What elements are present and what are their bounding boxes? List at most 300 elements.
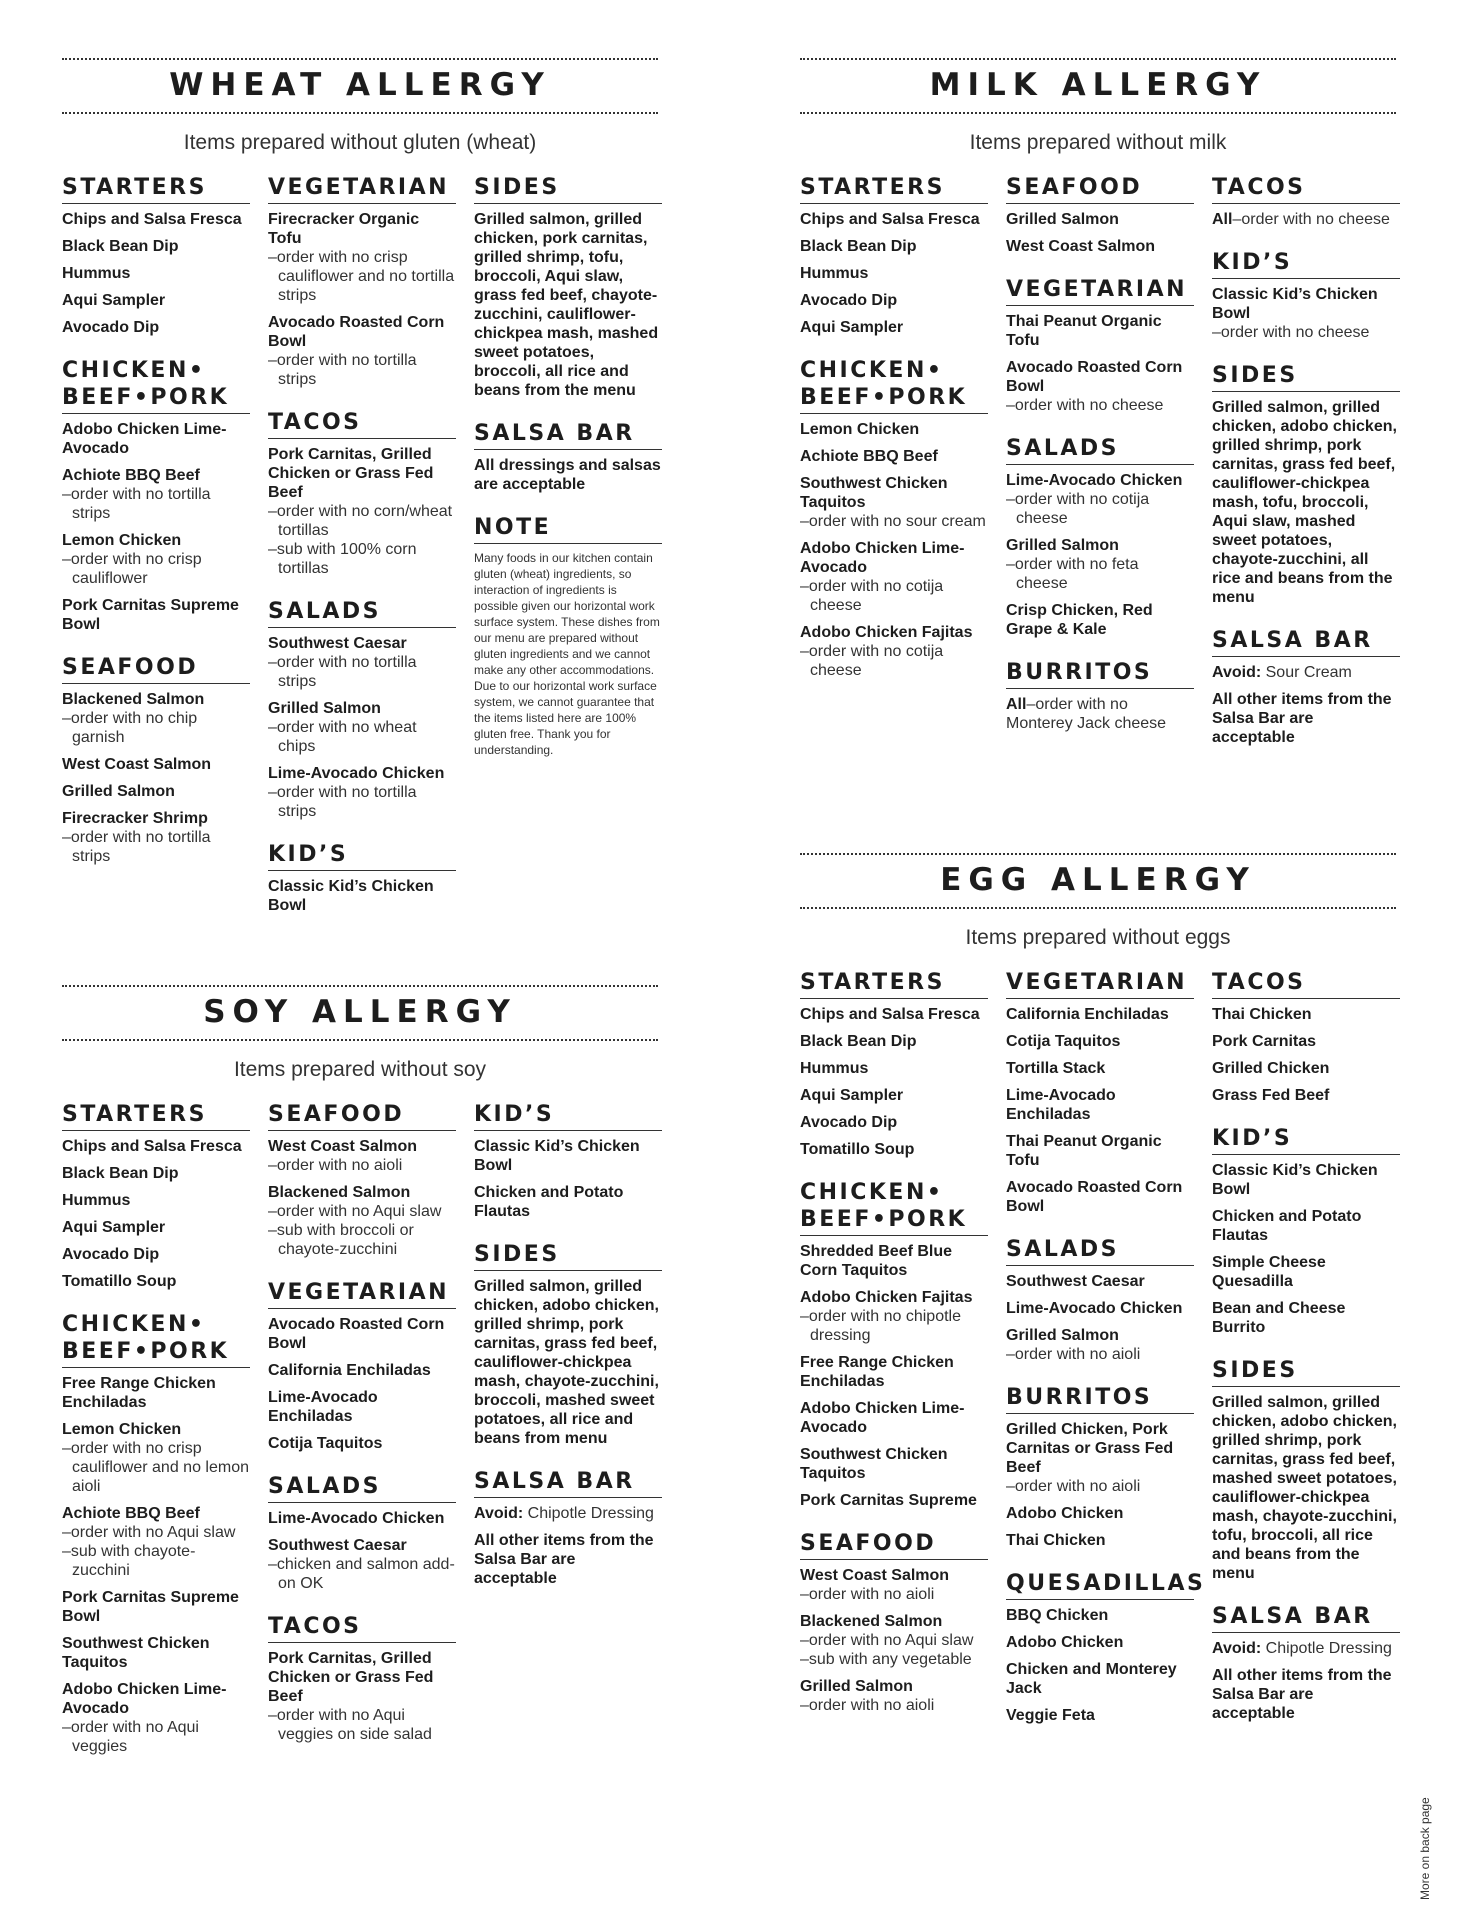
panel-title: SOY ALLERGY [203,994,517,1030]
menu-item-name: Pork Carnitas [1212,1033,1317,1050]
menu-section [800,1530,988,1715]
soy-allergy-panel [62,985,658,1776]
menu-item-name: Classic Kid’s Chicken Bowl [1212,286,1378,322]
section-heading: SALSA BAR [474,420,662,450]
menu-item-name: Pork Carnitas, Grilled Chicken or Grass Fed Beef [268,1650,434,1705]
menu-item-name: Adobo Chicken Lime-Avocado [62,1681,227,1717]
menu-item-note: –order with no aioli [800,1586,935,1603]
menu-item [1006,601,1194,639]
menu-item-name: Adobo Chicken Lime-Avocado [800,1400,965,1436]
top-dotted-rule [800,58,1396,60]
menu-section [268,409,456,578]
menu-item-name: Grilled Salmon [268,700,381,717]
menu-item-note: –order with no aioli [1006,1346,1141,1363]
menu-item-name: Grilled salmon, grilled chicken, pork carnitas, grilled shrimp, tofu, broccoli, Aqui slaw, grass fed beef, chayote-zucchini, cauliflower-chickpea mash, mashed sweet potatoes, broccoli, all rice and beans from the menu [474,211,659,399]
menu-item-note: –order with no cotija cheese [1006,491,1150,527]
menu-item-name: Grilled salmon, grilled chicken, adobo chicken, grilled shrimp, pork carnitas, grass fed beef, cauliflower-chickpea mash, chayote-zucchini, broccoli, mashed sweet potatoes, all rice and beans from menu [474,1278,659,1447]
section-heading: SEAFOOD [62,654,250,684]
section-heading: CHICKEN• BEEF•PORK [800,357,988,414]
menu-item-name: Grilled Chicken [1212,1060,1330,1077]
menu-item [268,1649,456,1744]
menu-item-name: Classic Kid’s Chicken Bowl [268,878,434,914]
menu-item [1212,1299,1400,1337]
section-heading: BURRITOS [1006,659,1194,689]
menu-item-note: –order with no corn/wheat tortillas [268,503,453,539]
section-heading: CHICKEN• BEEF•PORK [800,1179,988,1236]
section-heading: STARTERS [62,174,250,204]
menu-item [268,634,456,691]
menu-item-name: Avocado Dip [62,319,160,336]
menu-section [474,1241,662,1448]
menu-section [268,1613,456,1744]
menu-item-note: –order with no Aqui veggies [62,1719,199,1755]
menu-item [1212,398,1400,607]
panel-title: MILK ALLERGY [929,67,1267,103]
menu-item [474,1183,662,1221]
menu-item [62,596,250,634]
menu-item-name: Lime-Avocado Enchiladas [1006,1087,1116,1123]
menu-item-note: –order with no Monterey Jack cheese [1006,696,1167,732]
menu-item [62,1588,250,1626]
menu-item-name: All dressings and salsas are acceptable [474,457,661,493]
menu-item [62,1137,250,1156]
section-heading: NOTE [474,514,662,544]
menu-item-name: Free Range Chicken Enchiladas [62,1375,216,1411]
menu-column [62,1101,250,1776]
menu-item-name: Grilled Salmon [1006,537,1119,554]
section-heading: SALADS [1006,435,1194,465]
menu-item-note: –order with no crisp cauliflower and no lemon aioli [62,1440,249,1495]
menu-item-name: Lemon Chicken [62,532,182,549]
menu-item-note: –order with no chip garnish [62,710,198,746]
menu-item-name: Grilled salmon, grilled chicken, adobo chicken, grilled shrimp, pork carnitas, grass fed beef, mashed sweet potatoes, cauliflower-chickpea mash, chayote-zucchini, tofu, broccoli, all rice and beans from the menu [1212,1394,1397,1582]
menu-item [268,1361,456,1380]
section-heading: SALSA BAR [474,1468,662,1498]
top-dotted-rule [62,58,658,60]
menu-column [268,1101,456,1776]
menu-section [474,1468,662,1588]
menu-item-name: West Coast Salmon [1006,238,1156,255]
panel-columns [800,969,1396,1745]
section-heading: SIDES [1212,1357,1400,1387]
menu-item [62,1191,250,1210]
menu-item-name: California Enchiladas [1006,1006,1169,1023]
menu-section [1212,627,1400,747]
menu-column [474,174,662,935]
menu-item-name: Shredded Beef Blue Corn Taquitos [800,1243,953,1279]
menu-item [1212,1639,1400,1658]
section-heading: SEAFOOD [1006,174,1194,204]
menu-item [800,474,988,531]
menu-item [62,1634,250,1672]
menu-item [1212,1666,1400,1723]
menu-item [1006,1420,1194,1496]
menu-item-name: West Coast Salmon [268,1138,418,1155]
menu-item-name: Black Bean Dip [800,238,917,255]
menu-item-name: Grilled Salmon [1006,1327,1119,1344]
menu-item [62,420,250,458]
menu-item-name: Tomatillo Soup [62,1273,177,1290]
menu-item [800,1086,988,1105]
menu-item [1212,1086,1400,1105]
menu-item-name: Adobo Chicken [1006,1634,1124,1651]
menu-item [800,237,988,256]
menu-item-name: Lemon Chicken [62,1421,182,1438]
menu-item [1212,1253,1400,1291]
menu-item-name: Thai Chicken [1212,1006,1312,1023]
menu-item [800,1566,988,1604]
menu-item [62,264,250,283]
menu-item-name: Black Bean Dip [62,1165,179,1182]
menu-item [1006,1326,1194,1364]
section-heading: KID’S [1212,1125,1400,1155]
menu-item-name: Grilled Salmon [800,1678,913,1695]
menu-item-name: West Coast Salmon [62,756,212,773]
bottom-dotted-rule [62,112,658,114]
menu-item-name: Cotija Taquitos [1006,1033,1121,1050]
menu-item-name: Achiote BBQ Beef [800,448,938,465]
menu-item [800,1612,988,1669]
section-heading: KID’S [268,841,456,871]
menu-section [62,1311,250,1756]
section-heading: VEGETARIAN [268,174,456,204]
panel-subtitle: Items prepared without soy [233,1058,487,1081]
menu-item [800,1353,988,1391]
menu-item-name: Free Range Chicken Enchiladas [800,1354,954,1390]
menu-item-note: –sub with 100% corn tortillas [268,541,417,577]
menu-item [62,466,250,523]
menu-item-name: Simple Cheese Quesadilla [1212,1254,1326,1290]
menu-item-name: Lemon Chicken [800,421,920,438]
menu-item-note: –order with no wheat chips [268,719,417,755]
menu-item-name: Avocado Dip [800,292,898,309]
menu-column [1006,174,1194,767]
menu-item-name: Grilled Chicken, Pork Carnitas or Grass Fed Beef [1006,1421,1174,1476]
menu-item-note: –order with no Aqui veggies on side salad [268,1707,432,1743]
menu-item-name: Avocado Dip [62,1246,160,1263]
menu-item [800,1005,988,1024]
menu-item-note: –order with no cotija cheese [800,578,944,614]
menu-column [800,969,988,1745]
menu-item-name: Blackened Salmon [268,1184,411,1201]
menu-item-name: Avocado Roasted Corn Bowl [268,1316,445,1352]
menu-item-note: –order with no cheese [1232,211,1390,228]
section-heading: VEGETARIAN [268,1279,456,1309]
menu-item [1212,1393,1400,1583]
bottom-dotted-rule [800,112,1396,114]
menu-column [1006,969,1206,1745]
menu-item-line [1212,210,1400,229]
menu-item [474,456,662,494]
menu-item [800,1288,988,1345]
menu-item [800,210,988,229]
menu-section [800,174,988,337]
menu-section [62,1101,250,1291]
menu-item-name: Thai Peanut Organic Tofu [1006,1133,1162,1169]
menu-section [474,174,662,400]
menu-item-name: Aqui Sampler [800,1087,904,1104]
section-heading: VEGETARIAN [1006,969,1194,999]
menu-item-name: Lime-Avocado Chicken [268,765,445,782]
menu-item-name: Southwest Caesar [1006,1273,1145,1290]
menu-item-note: –order with no chipotle dressing [800,1308,961,1344]
menu-item [268,877,456,915]
menu-item [1006,358,1194,415]
section-heading: STARTERS [800,174,988,204]
menu-item-note: –order with no cheese [1212,324,1370,341]
menu-item [800,1445,988,1483]
section-heading: SIDES [1212,362,1400,392]
menu-item-note: –order with no aioli [1006,1478,1141,1495]
menu-item [1006,1059,1194,1078]
menu-section [474,514,662,758]
menu-section [268,1101,456,1259]
menu-item-name: Blackened Salmon [62,691,205,708]
menu-item-name: Avocado Roasted Corn Bowl [1006,359,1183,395]
menu-item-name: Adobo Chicken Lime-Avocado [62,421,227,457]
menu-item [1006,237,1194,256]
menu-item-line [474,1504,662,1523]
section-heading: SALSA BAR [1212,627,1400,657]
panel-columns [62,1101,658,1776]
menu-item-name: All other items from the Salsa Bar are acceptable [1212,1667,1392,1722]
menu-item-name: Grilled Salmon [62,783,175,800]
menu-item [800,318,988,337]
menu-item-name: Chicken and Monterey Jack [1006,1661,1177,1697]
menu-item-note: –order with no tortilla strips [268,784,417,820]
section-heading: KID’S [474,1101,662,1131]
panel-title: EGG ALLERGY [940,862,1256,898]
menu-item [474,1531,662,1588]
menu-item [62,291,250,310]
menu-item-name: Grilled salmon, grilled chicken, adobo chicken, grilled shrimp, pork carnitas, grass fed beef, cauliflower-chickpea mash, tofu, broccoli, Aqui slaw, mashed sweet potatoes, chayote-zucchini, all rice and beans from the menu [1212,399,1397,606]
section-heading: VEGETARIAN [1006,276,1194,306]
menu-item-name: Cotija Taquitos [268,1435,383,1452]
menu-column [474,1101,662,1776]
menu-item-note: –order with no tortilla strips [62,486,211,522]
menu-item [268,1388,456,1426]
menu-item [800,1491,988,1510]
menu-section [1006,1384,1194,1550]
menu-item-name: Pork Carnitas, Grilled Chicken or Grass Fed Beef [268,446,434,501]
menu-item [1006,1531,1194,1550]
menu-item [1006,210,1194,229]
menu-item-note: –order with no feta cheese [1006,556,1139,592]
menu-section [268,1279,456,1453]
menu-item [62,318,250,337]
menu-item-name: Chips and Salsa Fresca [62,1138,242,1155]
menu-item-name: Avocado Roasted Corn Bowl [1006,1179,1183,1215]
menu-section [1006,1236,1194,1364]
bottom-dotted-rule [800,907,1396,909]
menu-item [800,1113,988,1132]
menu-item [1212,690,1400,747]
menu-item-name: Classic Kid’s Chicken Bowl [1212,1162,1378,1198]
menu-item [1006,1606,1194,1625]
menu-item-name: Lime-Avocado Chicken [268,1510,445,1527]
menu-item-note: –order with no cotija cheese [800,643,944,679]
menu-column [800,174,988,767]
menu-item [1006,1504,1194,1523]
menu-item-name: Southwest Chicken Taquitos [800,1446,948,1482]
menu-item-note: –order with no crisp cauliflower [62,551,202,587]
menu-column [268,174,456,935]
menu-item [1006,1660,1194,1698]
menu-item [62,1420,250,1496]
menu-section [1212,174,1400,229]
menu-item [800,1140,988,1159]
menu-item-name: Tomatillo Soup [800,1141,915,1158]
menu-item-note: –sub with any vegetable [800,1651,972,1668]
menu-item [1006,1706,1194,1725]
section-heading: BURRITOS [1006,1384,1194,1414]
menu-item-name: All [1212,211,1233,228]
section-heading: SALADS [268,1473,456,1503]
menu-item-name: Blackened Salmon [800,1613,943,1630]
panel-subtitle: Items prepared without gluten (wheat) [183,131,537,154]
menu-item [800,447,988,466]
menu-item-name: Pork Carnitas Supreme Bowl [62,597,239,633]
menu-item [268,1137,456,1175]
menu-item [1212,210,1400,229]
menu-item-name: Aqui Sampler [800,319,904,336]
menu-section [800,969,988,1159]
menu-item [62,531,250,588]
section-note-text: Many foods in our kitchen contain gluten (wheat) ingredients, so interaction of ingredients is possible given our horizontal work surface system. These dishes from our menu are prepared without gluten ingredients and we cannot make any other accommodations. Due to our horizontal work surface system, we cannot guarantee that the items listed here are 100% gluten free. Thank you for understanding. [474,551,660,757]
menu-item [62,1680,250,1756]
menu-item-name: Classic Kid’s Chicken Bowl [474,1138,640,1174]
menu-item-name: Southwest Caesar [268,635,407,652]
wheat-allergy-panel [62,58,661,935]
menu-item [62,1272,250,1291]
menu-item [800,1242,988,1280]
section-heading: SIDES [474,174,662,204]
menu-item-name: Achiote BBQ Beef [62,467,200,484]
menu-item-name: Avocado Roasted Corn Bowl [268,314,445,350]
panel-subtitle: Items prepared without eggs [965,926,1231,949]
menu-item-name: Avoid: [474,1505,524,1522]
section-heading: CHICKEN• BEEF•PORK [62,357,250,414]
menu-item [62,782,250,801]
section-heading: SEAFOOD [800,1530,988,1560]
menu-section [1212,1357,1400,1583]
menu-item-name: Firecracker Organic Tofu [268,211,420,247]
section-heading: TACOS [268,1613,456,1643]
menu-item [268,1509,456,1528]
menu-item-note: –sub with broccoli or chayote-zucchini [268,1222,414,1258]
back-page-note [1418,1770,1432,1900]
menu-item-note: Chipotle Dressing [523,1505,654,1522]
menu-item [62,1374,250,1412]
menu-item [1006,536,1194,593]
menu-item [800,1677,988,1715]
menu-item-name: Aqui Sampler [62,1219,166,1236]
menu-item [62,755,250,774]
menu-section [1006,276,1194,415]
section-heading: SALADS [268,598,456,628]
menu-item-name: BBQ Chicken [1006,1607,1109,1624]
panel-columns [62,174,661,935]
menu-item-name: All other items from the Salsa Bar are acceptable [474,1532,654,1587]
section-heading: SEAFOOD [268,1101,456,1131]
section-heading: STARTERS [800,969,988,999]
menu-item [62,237,250,256]
menu-item [800,291,988,310]
menu-item-name: All other items from the Salsa Bar are acceptable [1212,691,1392,746]
menu-item [1212,1032,1400,1051]
menu-item [1212,663,1400,682]
menu-item-name: Avocado Dip [800,1114,898,1131]
back-page-note-text: More on back page [1418,1797,1432,1900]
menu-item-name: California Enchiladas [268,1362,431,1379]
menu-item-name: Southwest Chicken Taquitos [62,1635,210,1671]
section-heading: CHICKEN• BEEF•PORK [62,1311,250,1368]
menu-item [1006,695,1194,733]
menu-item-note: Sour Cream [1261,664,1352,681]
bottom-dotted-rule [62,1039,658,1041]
menu-item [62,809,250,866]
menu-item-note: –order with no cheese [1006,397,1164,414]
menu-item [800,1399,988,1437]
menu-item [1006,1132,1194,1170]
menu-item-line [1006,695,1194,733]
menu-item [268,1183,456,1259]
menu-item-name: Chips and Salsa Fresca [62,211,242,228]
section-heading: SALADS [1006,1236,1194,1266]
menu-item [474,1277,662,1448]
menu-item-note: –chicken and salmon add-on OK [268,1556,455,1592]
menu-item [1212,1207,1400,1245]
menu-item [62,1245,250,1264]
menu-item [800,623,988,680]
menu-item [1006,1086,1194,1124]
menu-item-name: Pork Carnitas Supreme Bowl [62,1589,239,1625]
menu-item-note: –sub with chayote-zucchini [62,1543,196,1579]
menu-section [800,1179,988,1510]
menu-item [474,210,662,400]
panel-subtitle: Items prepared without milk [969,131,1227,154]
milk-allergy-panel [800,58,1396,767]
section-heading: STARTERS [62,1101,250,1131]
menu-section [268,1473,456,1593]
menu-section [1006,174,1194,256]
menu-item [1006,1178,1194,1216]
menu-section [62,357,250,634]
menu-item [268,699,456,756]
menu-section [62,654,250,866]
menu-item [1006,1032,1194,1051]
menu-section [1006,659,1194,733]
menu-item [1212,1059,1400,1078]
menu-item [62,1218,250,1237]
menu-item [800,264,988,283]
menu-item [800,1032,988,1051]
menu-item-name: Black Bean Dip [800,1033,917,1050]
menu-item [268,445,456,578]
menu-item-name: Lime-Avocado Chicken [1006,1300,1183,1317]
menu-item-line [1212,1639,1400,1658]
top-dotted-rule [800,853,1396,855]
menu-item-name: Thai Peanut Organic Tofu [1006,313,1162,349]
section-heading: QUESADILLAS [1006,1570,1194,1600]
menu-section [1212,969,1400,1105]
menu-item-name: Adobo Chicken [1006,1505,1124,1522]
section-heading: TACOS [1212,174,1400,204]
menu-item-name: Tortilla Stack [1006,1060,1106,1077]
menu-item [1006,1633,1194,1652]
menu-section [800,357,988,680]
menu-item [800,539,988,615]
